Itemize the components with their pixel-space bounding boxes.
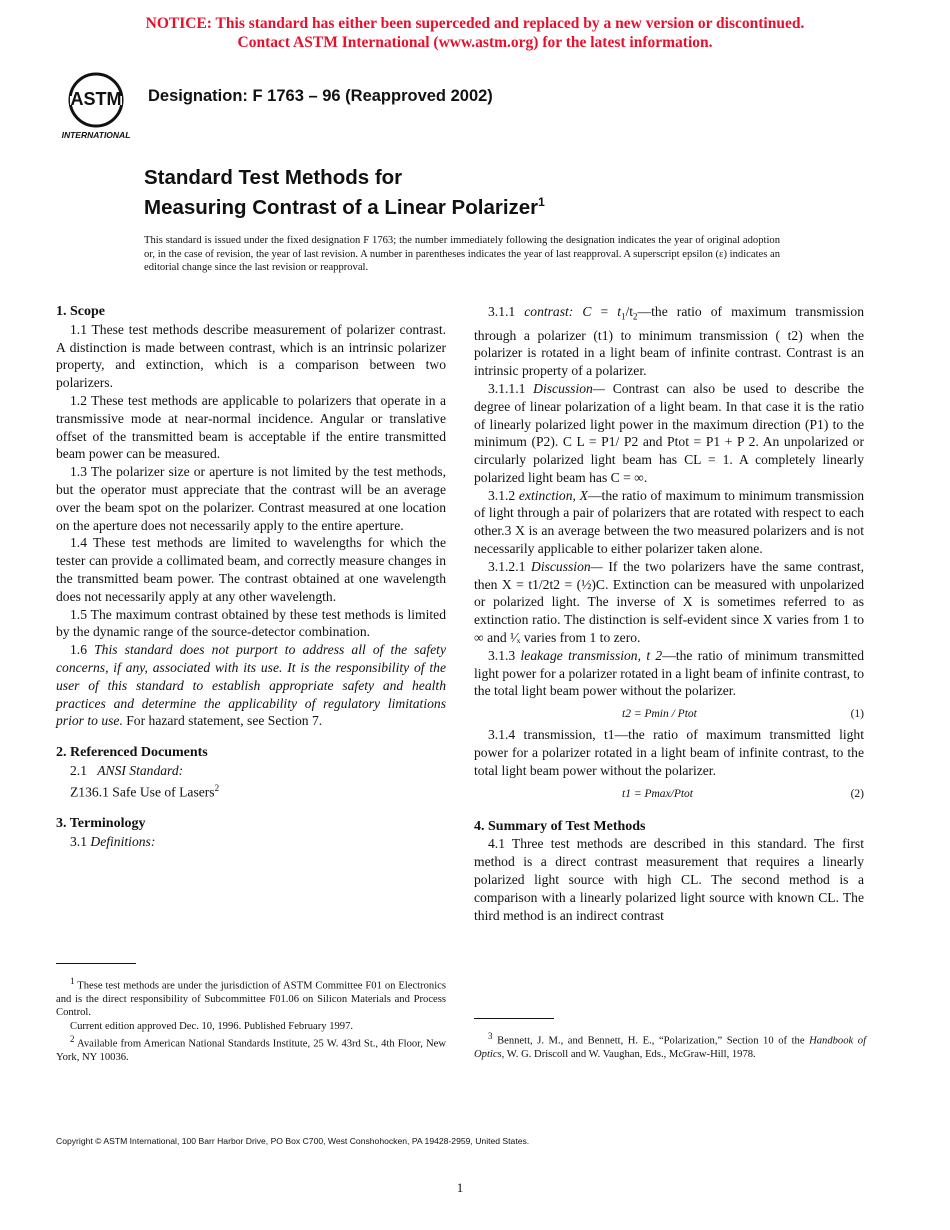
footnote-3-mark: 3: [488, 1031, 493, 1041]
footnote-1: [56, 975, 446, 1020]
para-3-1-3-term: leakage transmission, t 2: [520, 647, 663, 663]
copyright: Copyright © ASTM International, 100 Barr Harbor Drive, PO Box C700, West Conshohocken, PA 19428-2959, United States.: [56, 1136, 530, 1146]
para-3-1-1-num: 3.1.1: [488, 304, 516, 319]
logo-text-bottom: INTERNATIONAL: [61, 130, 131, 140]
para-3-1-2-1-num: 3.1.2.1: [488, 558, 526, 574]
astm-logo: [56, 70, 136, 142]
footnote-1-text: These test methods are under the jurisdiction of ASTM Committee F01 on Electronics and is the direct responsibility of Subcommittee F01.06 on Silicon Materials and Process Control.: [56, 980, 446, 1019]
para-3-1-2: [474, 487, 864, 558]
title-line-2: [144, 190, 545, 220]
title-line-2-text: Measuring Contrast of a Linear Polarizer: [144, 195, 539, 219]
right-column: [474, 303, 864, 924]
para-2-1-label: ANSI Standard:: [97, 762, 184, 778]
right-footnote-rule: [474, 1018, 554, 1019]
para-1-3: 1.3 The polarizer size or aperture is not limited by the test methods, but the operator must appreciate that the contrast will be an average over the beam spot on the polarizer. Contrast measured at one location on the aperture does not necessarily apply to the entire aperture.: [56, 464, 446, 533]
para-3-1-2-term: extinction, X: [518, 487, 588, 503]
footnote-1-mark: 1: [70, 976, 75, 986]
para-2-1-num: 2.1: [70, 762, 87, 778]
para-3-1-3-text: —the ratio of minimum transmitted light power for a polarizer rotated in a light beam of infinite contrast, to the total light beam power without the polarizer.: [474, 647, 864, 699]
para-3-1-num: 3.1: [70, 833, 87, 849]
reference-fn-mark: 2: [214, 782, 220, 793]
footnote-2-mark: 2: [70, 1034, 75, 1045]
para-3-1-3: [474, 647, 864, 700]
para-3-1-2-1-text: If the two polarizers have the same contrast, then X = t1/2t2 = (½)C. Extinction can be measured with unpolarized or polarized light. The inverse of X is sometimes referred to as extinction ratio. The distinction is self-evident since X varies from 1 to ∞ and ¹⁄ₓ varies from 1 to zero.: [474, 558, 864, 646]
left-column: [56, 303, 446, 851]
logo-text-top: ASTM: [70, 89, 122, 109]
section-1-heading: 1. Scope: [56, 304, 105, 319]
para-1-2: 1.2 These test methods are applicable to polarizers that operate in a transmissive mode at near-normal incidence. Angular or translative offset of the transmitted beam is acceptable if the entire transmitted beam power can be measured.: [56, 392, 446, 462]
footnote-3-italic: Handbook of Optics: [474, 1035, 867, 1060]
para-1-5: 1.5 The maximum contrast obtained by these test methods is limited by the dynamic range of the source-detector combination.: [56, 606, 446, 640]
equation-2-number: (2): [850, 787, 864, 800]
document-title: [144, 166, 545, 220]
para-3-1: [56, 833, 446, 851]
para-3-1-1-1-text: Contrast can also be used to describe the degree of linear polarization of a light beam. In that case it is the ratio of linearly polarized light power in the maximum direction (P1) to the minimum (P2). C L = P1/ P2 and Ptot = P1 + P 2. An unpolarized or circularly polarized light beam has CL = 1. A completely linearly polarized light beam has C = ∞.: [474, 380, 864, 485]
reference-item: [56, 780, 446, 801]
notice-line-1: NOTICE: This standard has either been superceded and replaced by a new version or discontinued.: [145, 15, 805, 32]
equation-1-expr: t2 = Pmin / Ptot: [622, 708, 697, 721]
para-3-1-2-1-label: Discussion—: [531, 558, 603, 574]
title-footnote-mark: 1: [538, 195, 545, 209]
notice-line-2: Contact ASTM International (www.astm.org) for the latest information.: [237, 34, 713, 51]
para-3-1-1: 3.1.1 contrast: $C = t_1/t_2—the$ ratio of maximum transmission through a polarizer (t1) to minimum transmission ( t2) when the polarizer is rotated in a light beam of infinite contrast. Contrast is an intrinsic property of a polarizer.: [474, 304, 864, 379]
designation: Designation: F 1763 – 96 (Reapproved 2002): [148, 87, 493, 105]
para-3-1-1-formula: C: [582, 304, 592, 319]
para-1-6: [56, 641, 446, 730]
page-number: 1: [456, 1180, 464, 1195]
reference-text: Z136.1 Safe Use of Lasers: [70, 784, 215, 800]
para-3-1-1-1: [474, 380, 864, 487]
issued-note: This standard is issued under the fixed designation F 1763; the number immediately following the designation indicates the year of original adoption or, in the case of revision, the year of last revision. A number in parentheses indicates the year of last reapproval. A superscript epsilon (ε) indicates an editorial change since the last revision or reapproval.: [144, 235, 780, 273]
section-4-heading: 4. Summary of Test Methods: [474, 818, 646, 834]
para-3-1-1-1-num: 3.1.1.1: [488, 380, 526, 396]
notice-banner: [0, 14, 950, 52]
section-2-heading: 2. Referenced Documents: [56, 745, 208, 761]
equation-2: [474, 784, 864, 804]
para-1-6-rest: For hazard statement, see Section 7.: [126, 713, 323, 729]
title-line-1: Standard Test Methods for: [144, 166, 403, 189]
equation-2-expr: t1 = Pmax/Ptot: [622, 787, 693, 800]
para-3-1-2-1: [474, 558, 864, 647]
para-1-6-italic: This standard does not purport to address all of the safety concerns, if any, associated with its use. It is the responsibility of the user of this standard to establish appropriate safety and health practices and determine the applicability of regulatory limitations prior to use.: [56, 642, 446, 729]
para-3-1-label: Definitions:: [90, 833, 156, 849]
para-3-1-1-1-label: Discussion—: [533, 380, 605, 396]
para-3-1-2-num: 3.1.2: [488, 487, 516, 503]
para-2-1: [56, 762, 446, 780]
equation-1: [474, 704, 864, 724]
equation-1-number: (1): [850, 708, 864, 721]
footnote-3-text-a: Bennett, J. M., and Bennett, H. E., “Polarization,” Section 10 of the: [497, 1035, 805, 1047]
para-3-1-1-text: —the ratio of maximum transmission through a polarizer (t1) to minimum transmission ( t2) when the polarizer is rotated in a light beam of infinite contrast. Contrast is an intrinsic property of a polarizer.: [474, 304, 864, 379]
footnote-3: [474, 1030, 866, 1061]
para-3-1-2-text: —the ratio of maximum to minimum transmission of light through a pair of polarizers that are rotated with respect to each other.3 X is an average between the two measured polarizers and is not necessarily applicable to either polarizer taken alone.: [474, 487, 865, 557]
left-footnotes: [56, 975, 446, 1065]
para-3-1-4: 3.1.4 transmission, t1—the ratio of maximum transmitted light power for a polarizer rotated in a light beam of infinite contrast, to the total light beam power without the polarizer.: [474, 727, 864, 778]
left-footnote-rule: [56, 963, 136, 964]
footnote-1-b: Current edition approved Dec. 10, 1996. Published February 1997.: [70, 1020, 354, 1032]
footnote-2-text: Available from American National Standards Institute, 25 W. 43rd St., 4th Floor, New York, NY 10036.: [56, 1038, 446, 1064]
footnote-2: [56, 1033, 446, 1064]
para-1-1: 1.1 These test methods describe measurement of polarizer contrast. A distinction is made between contrast, which is an intrinsic polarizer property, and extinction, which is a comparison between two polarizers.: [56, 321, 446, 391]
para-4-1: 4.1 Three test methods are described in this standard. The first method is a direct contrast measurement that requires a linearly polarized light source with high CL. The second method is a comparison with a linearly polarized light source with known CL. The third method is an indirect contrast: [474, 836, 864, 923]
footnote-3-text-b: , W. G. Driscoll and W. Vaughan, Eds., McGraw-Hill, 1978.: [501, 1048, 756, 1060]
para-3-1-1-term: contrast:: [524, 304, 574, 319]
para-1-6-num: 1.6: [70, 642, 87, 658]
right-footnotes: [474, 1030, 866, 1061]
section-3-heading: 3. Terminology: [56, 816, 146, 832]
para-1-4: 1.4 These test methods are limited to wavelengths for which the tester can provide a collimated beam, and correctly measure changes in the transmitted beam power. The contrast obtained at one wavelength does not necessarily apply at any other wavelength.: [56, 535, 446, 604]
para-3-1-3-num: 3.1.3: [488, 647, 516, 663]
